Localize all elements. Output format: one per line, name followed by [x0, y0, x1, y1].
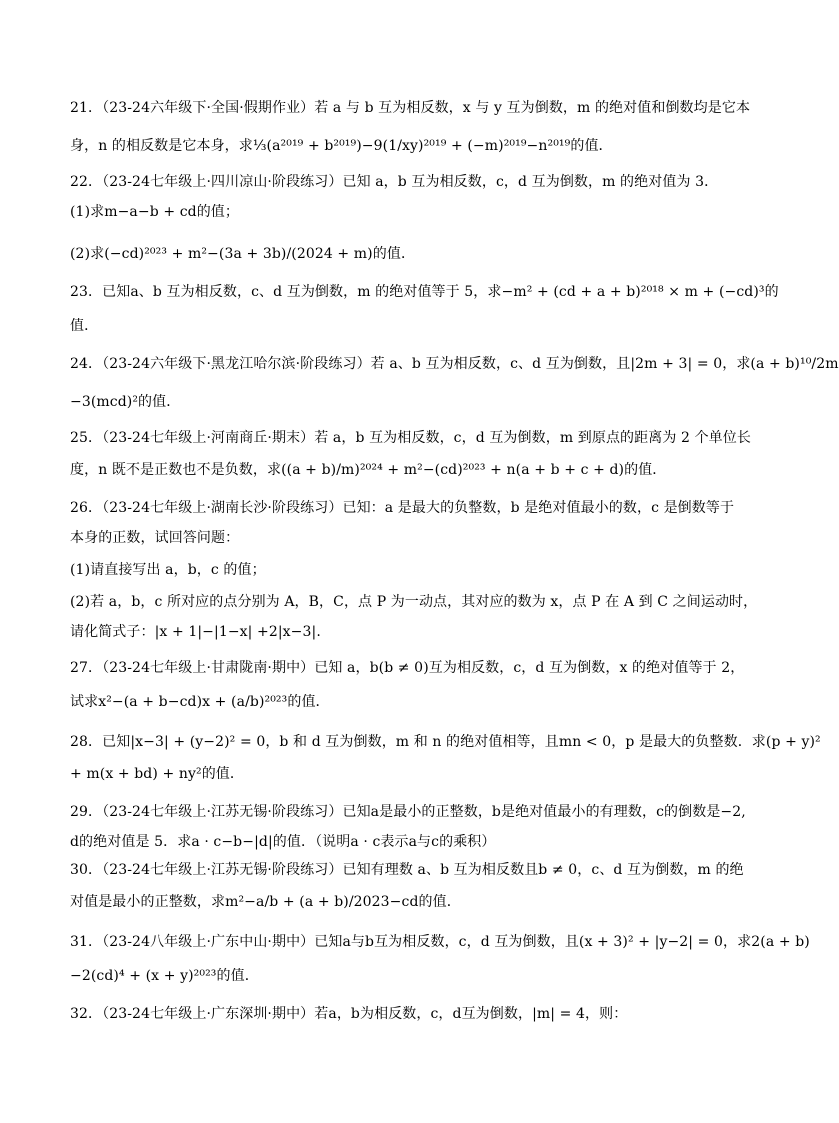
problem-26-line-3: (1)请直接写出 a，b，c 的值； [70, 562, 266, 578]
problem-26-line-2: 本身的正数，试回答问题： [70, 530, 240, 546]
problem-25-line-1: 25．（23-24七年级上·河南商丘·期末）若 a，b 互为相反数，c，d 互为倒数，m 到原点的距离为 2 个单位长 [70, 430, 751, 446]
problem-29-line-2: d的绝对值是 5．求a · c−b−|d|的值．（说明a · c表示a与c的乘积） [70, 834, 496, 850]
problem-28-line-1: 28．已知|x−3| + (y−2)² = 0，b 和 d 互为倒数，m 和 n 的绝对值相等，且mn < 0，p 是最大的负整数．求(p + y)² [70, 734, 821, 750]
problem-26-line-5: 请化简式子：|x + 1|−|1−x| +2|x−3|. [70, 624, 321, 640]
problem-26-line-4: (2)若 a，b，c 所对应的点分别为 A，B，C，点 P 为一动点，其对应的数为 x，点 P 在 A 到 C 之间运动时， [70, 594, 758, 610]
problem-23-line-1: 23．已知a、b 互为相反数，c、d 互为倒数，m 的绝对值等于 5，求−m² + (cd + a + b)²⁰¹⁸ × m + (−cd)³的 [70, 284, 779, 300]
problem-26-line-1: 26．（23-24七年级上·湖南长沙·阶段练习）已知：a 是最大的负整数，b 是绝对值最小的数，c 是倒数等于 [70, 500, 735, 516]
problem-30-line-1: 30．（23-24七年级上·江苏无锡·阶段练习）已知有理数 a、b 互为相反数且b ≠ 0，c、d 互为倒数，m 的绝 [70, 862, 744, 878]
problem-22-line-1: 22．（23-24七年级上·四川凉山·阶段练习）已知 a，b 互为相反数，c，d 互为倒数，m 的绝对值为 3． [70, 174, 719, 190]
problem-22-line-3: (2)求(−cd)²⁰²³ + m²−(3a + 3b)/(2024 + m)的值． [70, 246, 416, 262]
problem-32-line-1: 32．（23-24七年级上·广东深圳·期中）若a，b为相反数，c，d互为倒数，|m| = 4，则： [70, 1006, 628, 1022]
problem-24-line-1: 24．（23-24六年级下·黑龙江哈尔滨·阶段练习）若 a、b 互为相反数，c、d 互为倒数，且|2m + 3| = 0，求(a + b)¹⁰/2m [70, 356, 839, 372]
problem-22-line-2: (1)求m−a−b + cd的值； [70, 204, 240, 220]
problem-28-line-2: + m(x + bd) + ny²的值． [70, 766, 244, 782]
problem-30-line-2: 对值是最小的正整数，求m²−a/b + (a + b)/2023−cd的值． [70, 894, 461, 910]
problem-27-line-2: 试求x²−(a + b−cd)x + (a/b)²⁰²³的值． [70, 694, 330, 710]
problem-31-line-2: −2(cd)⁴ + (x + y)²⁰²³的值． [70, 968, 259, 984]
problem-25-line-2: 度，n 既不是正数也不是负数，求((a + b)/m)²⁰²⁴ + m²−(cd)²⁰²³ + n(a + b + c + d)的值． [70, 462, 667, 478]
problem-29-line-1: 29．（23-24七年级上·江苏无锡·阶段练习）已知a是最小的正整数，b是绝对值最小的有理数，c的倒数是−2, [70, 804, 746, 820]
problem-21-line-1: 21．（23-24六年级下·全国·假期作业）若 a 与 b 互为相反数，x 与 y 互为倒数，m 的绝对值和倒数均是它本 [70, 100, 751, 116]
problem-23-line-2: 值． [70, 318, 99, 334]
problem-27-line-1: 27．（23-24七年级上·甘肃陇南·期中）已知 a，b(b ≠ 0)互为相反数，c，d 互为倒数，x 的绝对值等于 2， [70, 660, 745, 676]
problem-24-line-2: −3(mcd)²的值． [70, 394, 181, 410]
problem-31-line-1: 31．（23-24八年级上·广东中山·期中）已知a与b互为相反数，c，d 互为倒数，且(x + 3)² + |y−2| = 0，求2(a + b) [70, 934, 810, 950]
problem-21-line-2: 身，n 的相反数是它本身，求⅓(a²⁰¹⁹ + b²⁰¹⁹)−9(1/xy)²⁰¹⁹ + (−m)²⁰¹⁹−n²⁰¹⁹的值． [70, 138, 613, 154]
